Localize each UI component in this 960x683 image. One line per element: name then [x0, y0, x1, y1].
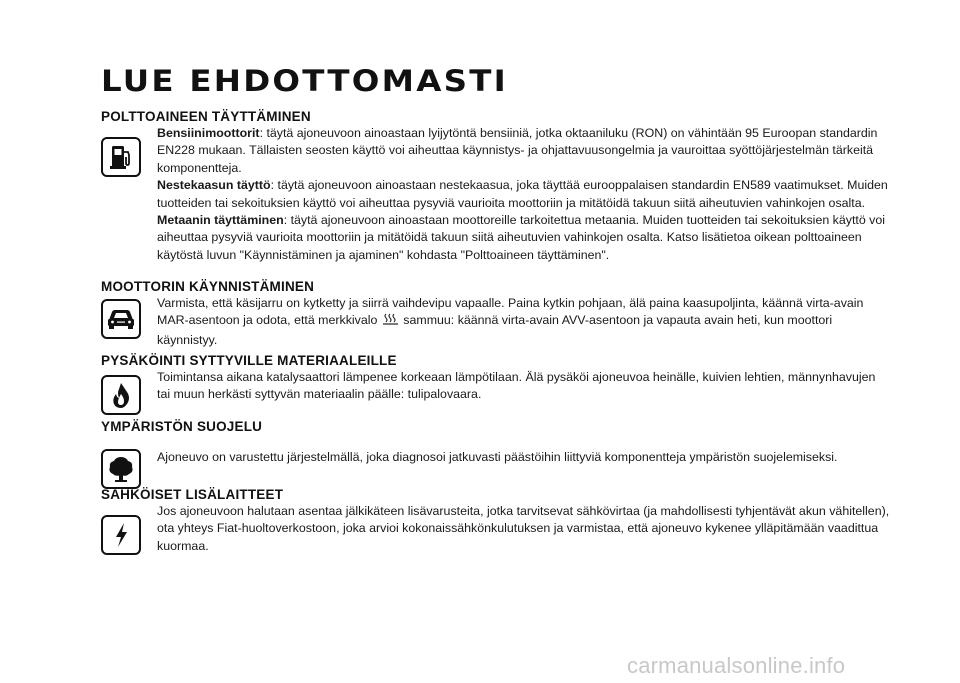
- parking-paragraph: Toimintansa aikana katalysaattori lämpenee korkeaan lämpötilaan. Älä pysäköi ajoneuvoa heinälle, kuivien lehtien, männynhavujen tai muun herkästi syttyvän materiaalin päälle: tulipalovaara.: [157, 370, 876, 402]
- paragraph-methane: [157, 212, 891, 264]
- environment-text: [157, 435, 891, 466]
- engine-start-text: [157, 295, 891, 349]
- lightning-bolt-icon: [101, 515, 141, 555]
- petrol-label: Bensiinimoottorit: [157, 126, 260, 140]
- section-heading: YMPÄRISTÖN SUOJELU: [101, 419, 263, 434]
- section-heading: POLTTOAINEEN TÄYTTÄMINEN: [101, 109, 311, 124]
- section-heading: PYSÄKÖINTI SYTTYVILLE MATERIAALEILLE: [101, 353, 397, 368]
- fire-icon: [101, 375, 141, 415]
- section-heading: MOOTTORIN KÄYNNISTÄMINEN: [101, 279, 315, 294]
- engine-start-paragraph: [157, 295, 891, 349]
- paragraph-petrol: [157, 125, 891, 177]
- section-environment: [101, 418, 891, 466]
- fuel-text: [157, 125, 891, 264]
- parking-text: [157, 369, 891, 404]
- methane-label: Metaanin täyttäminen: [157, 213, 284, 228]
- engine-text-after: sammuu: käännä virta-avain AVV-asentoon ja vapauta avain heti, kun moottori käynnistyy.: [157, 313, 833, 347]
- glow-plug-warning-icon: [382, 313, 399, 331]
- petrol-text: : täytä ajoneuvoon ainoastaan lyijytöntä bensiiniä, jotka oktaaniluku (RON) on vähintään 95 Euroopan standardin EN228 mukaan. Tällaisten seosten käyttö voi aiheuttaa käynnistys- ja ohjattavuusongelmia ja vauroittaa syöttöjärjestelmän tärkeitä komponentteja.: [157, 126, 878, 175]
- electrical-text: [157, 503, 891, 555]
- watermark: carmanualsonline.info: [627, 653, 846, 678]
- methane-text: : täytä ajoneuvoon ainoastaan moottoreille tarkoitettua metaania. Muiden tuotteiden tai sekoituksien käyttö voi aiheuttaa pysyviä vaurioita moottoriin ja mitätöidä takuun siitä aiheutuvien vahinkojen osalta. Katso lisätietoa oikean polttoaineen käytöstä luvun "Käynnistäminen ja ajaminen" kohdasta "Polttoaineen täyttäminen".: [157, 213, 886, 262]
- page-title: LUE EHDOTTOMASTI: [101, 64, 508, 98]
- fuel-pump-icon: [101, 137, 141, 177]
- section-electrical: [101, 486, 891, 555]
- car-icon: [101, 299, 141, 339]
- lpg-label: Nestekaasun täyttö: [157, 178, 271, 193]
- section-engine-start: [101, 278, 891, 349]
- section-parking: [101, 352, 891, 404]
- tree-icon: [101, 449, 141, 489]
- lpg-text: : täytä ajoneuvoon ainoastaan nestekaasua, joka täyttää eurooppalaisen standardin EN589 vaatimukset. Muiden tuotteiden tai sekoituksien käyttö voi aiheuttaa pysyviä vaurioita moottoriin ja mitätöidä takuun siitä aiheutuvien vahinkojen osalta.: [157, 178, 888, 210]
- engine-text-before: Varmista, että käsijarru on kytketty ja siirrä vaihdevipu vapaalle. Paina kytkin pohjaan, älä paina kaasupoljinta, käännä virta-avain MAR-asentoon ja odota, että merkkivalo: [157, 296, 864, 328]
- electrical-paragraph: Jos ajoneuvoon halutaan asentaa jälkikäteen lisävarusteita, jotka tarvitsevat sähkövirtaa (ja mahdollisesti tyhjentävät akun vähitellen), ota yhteys Fiat-huoltoverkostoon, joka arvioi kokonaissähkönkulutuksen ja varmistaa, että ajoneuvo kykenee ylläpitämään vaadittua kuormaa.: [157, 504, 890, 553]
- paragraph-lpg: [157, 177, 891, 212]
- section-heading: SÄHKÖISET LISÄLAITTEET: [101, 487, 284, 502]
- environment-paragraph: Ajoneuvo on varustettu järjestelmällä, joka diagnosoi jatkuvasti päästöihin liittyviä komponentteja ympäristön suojelemiseksi.: [157, 450, 838, 464]
- section-fuel: [101, 108, 891, 264]
